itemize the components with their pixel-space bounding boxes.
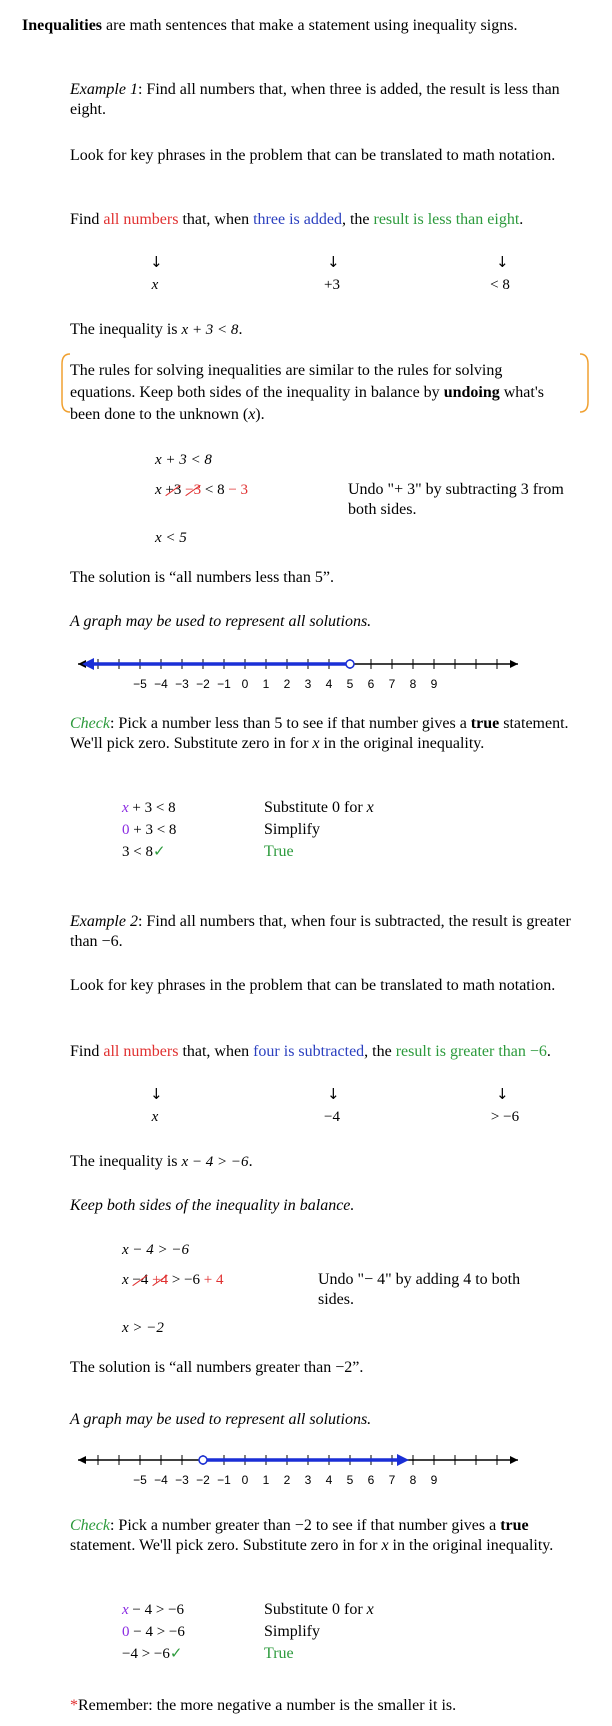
solution-arrow-icon [82,658,94,670]
ex2-graph-caption: A graph may be used to represent all solutions. [70,1411,372,1428]
ex1-check-note-3: True [264,843,294,860]
ex2-check-note-1: Substitute 0 for x [264,1601,374,1618]
down-arrow-icon: ↓ [496,1085,509,1103]
tick-label: 3 [304,677,312,691]
left-arrowhead-icon [78,1456,86,1464]
ex2-check-row-3: −4 > −6✓ [122,1646,183,1662]
ex1-check-row-3: 3 < 8✓ [122,844,166,860]
example2-prompt: Example 2: Find all numbers that, when four is subtracted, the result is greater than −6. [70,913,571,950]
number-line-1 [68,650,528,700]
ex2-step2-note: Undo "− 4" by adding 4 to both sides. [318,1271,521,1308]
example1-prompt: Example 1: Find all numbers that, when three is added, the result is less than eight. [70,81,560,118]
ex2-solution: The solution is “all numbers greater than −2”. [70,1359,364,1376]
ex1-check-note-1: Substitute 0 for x [264,799,374,816]
ex1-step2-note: Undo "+ 3" by subtracting 3 from both sides. [348,481,564,518]
ex2-check-row-1: x − 4 > −6 [122,1602,185,1618]
tick-label: 1 [262,677,270,691]
example1-inequality: The inequality is x + 3 < 8. [70,321,243,338]
down-arrow-icon: ↓ [327,1085,340,1103]
example1-find: Find all numbers that, when three is added, the result is less than eight. [70,211,524,228]
ex1-step3: x < 5 [155,530,187,546]
down-arrow-icon: ↓ [327,253,340,271]
ex2-step2: x −4 +4 > −6 + 4 [122,1272,224,1288]
tick-label: 9 [430,677,438,691]
arrow-label-x: x [151,277,159,293]
arrow-label-gt-minus6: > −6 [490,1109,520,1125]
ex2-check-note-2: Simplify [264,1623,321,1640]
example1-look: Look for key phrases in the problem that can be translated to math notation. [70,147,556,164]
ex2-check-row-2: 0 − 4 > −6 [122,1624,185,1640]
tick-label: 1 [262,1473,270,1487]
right-arrowhead-icon [510,1456,518,1464]
tick-label: −1 [217,1473,231,1487]
arrow-label-x: x [151,1109,159,1125]
down-arrow-icon: ↓ [150,253,163,271]
open-circle-endpoint [346,660,354,668]
tick-label: −5 [133,1473,147,1487]
tick-label: 5 [346,677,354,691]
tick-label: −4 [154,1473,168,1487]
ex1-check: Check: Pick a number less than 5 to see if that number gives a true statement. We'll pick zero. Substitute zero in for x in the original inequality. [70,715,569,752]
tick-label: 9 [430,1473,438,1487]
tick-label: 4 [325,1473,333,1487]
ex2-check-note-3: True [264,1645,294,1662]
right-arrowhead-icon [510,660,518,668]
ex1-check-row-1: x + 3 < 8 [122,800,176,816]
number-line-2 [68,1446,528,1496]
checkmark-icon: ✓ [152,844,166,860]
tick-label: 0 [241,1473,249,1487]
ex2-step1: x − 4 > −6 [122,1242,190,1258]
tick-label: 2 [283,677,291,691]
tick-label: 6 [367,677,375,691]
tick-label: 2 [283,1473,291,1487]
tick-label: −2 [196,1473,210,1487]
remember-note: *Remember: the more negative a number is the smaller it is. [70,1697,457,1714]
tick-label: 7 [388,677,396,691]
tick-label: 8 [409,1473,417,1487]
ex1-step1: x + 3 < 8 [155,452,212,468]
ex2-step3: x > −2 [122,1320,164,1336]
tick-label: 8 [409,677,417,691]
checkmark-icon: ✓ [169,1646,183,1662]
down-arrow-icon: ↓ [496,253,509,271]
tick-label: 4 [325,677,333,691]
tick-label: −4 [154,677,168,691]
tick-label: 7 [388,1473,396,1487]
solution-arrow-icon [397,1454,409,1466]
intro-paragraph: Inequalities are math sentences that make a statement using inequality signs. [22,17,518,34]
tick-label: −5 [133,677,147,691]
tick-label: 5 [346,1473,354,1487]
ex1-check-note-2: Simplify [264,821,321,838]
example2-inequality: The inequality is x − 4 > −6. [70,1153,253,1170]
arrow-label-lt8: < 8 [490,277,510,293]
tick-label: 6 [367,1473,375,1487]
tick-label: −3 [175,1473,189,1487]
ex1-graph-caption: A graph may be used to represent all solutions. [70,613,372,630]
ex1-solution: The solution is “all numbers less than 5”. [70,569,334,586]
ex2-check: Check: Pick a number greater than −2 to see if that number gives a true statement. We'll pick zero. Substitute zero in for x in the original inequality. [70,1517,554,1554]
rules-text: The rules for solving inequalities are similar to the rules for solving equations. Keep both sides of the inequality in balance by undoing what's been done to the unknown (x). [70,362,544,423]
arrow-label-minus4: −4 [324,1109,340,1125]
tick-label: −3 [175,677,189,691]
example2-look: Look for key phrases in the problem that can be translated to math notation. [70,977,556,994]
ex1-check-row-2: 0 + 3 < 8 [122,822,177,838]
tick-label: −2 [196,677,210,691]
tick-label: 3 [304,1473,312,1487]
ex1-step2: x +3 −3 < 8 − 3 [155,482,249,498]
tick-label: 0 [241,677,249,691]
arrow-label-plus3: +3 [324,277,340,293]
tick-label: −1 [217,677,231,691]
example2-find: Find all numbers that, when four is subtracted, the result is greater than −6. [70,1043,551,1060]
example2-balance: Keep both sides of the inequality in balance. [70,1197,355,1214]
down-arrow-icon: ↓ [150,1085,163,1103]
open-circle-endpoint [199,1456,207,1464]
